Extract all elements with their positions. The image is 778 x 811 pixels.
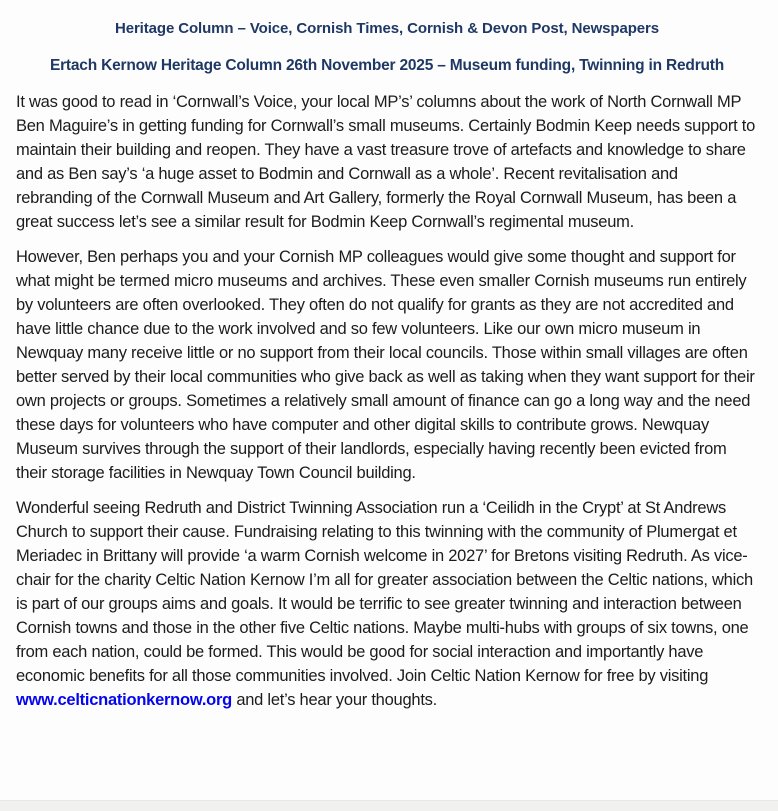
column-title: Heritage Column – Voice, Cornish Times, Cornish & Devon Post, Newspapers: [114, 20, 660, 37]
page-bottom-strip: [0, 800, 778, 811]
column-subtitle: Ertach Kernow Heritage Column 26th November 2025 – Museum funding, Twinning in Redruth: [49, 57, 725, 74]
paragraph-twinning: [16, 496, 758, 712]
paragraph-twinning-closing: and let’s hear your thoughts.: [231, 691, 437, 709]
paragraph-museum-funding: It was good to read in ‘Cornwall’s Voice, your local MP’s’ columns about the work of North Cornwall MP Ben Maguire’s in getting funding for Cornwall’s small museums. Certainly Bodmin Keep needs support to maintain their building and reopen. They have a vast treasure trove of artefacts and knowledge to share and as Ben say’s ‘a huge asset to Bodmin and Cornwall as a whole’. Recent revitalisation and rebranding of the Cornwall Museum and Art Gallery, formerly the Royal Cornwall Museum, has been a great success let’s see a similar result for Bodmin Keep Cornwall’s regimental museum.: [16, 93, 756, 231]
paragraph-twinning-text: Wonderful seeing Redruth and District Twinning Association run a ‘Ceilidh in the Crypt’ at St Andrews Church to support their cause. Fundraising relating to this twinning with the community of Plumergat et Meriadec in Brittany will provide ‘a warm Cornish welcome in 2027’ for Bretons visiting Redruth. As vice-chair for the charity Celtic Nation Kernow I’m all for greater association between the Celtic nations, which is part of our groups aims and goals. It would be terrific to see greater twinning and interaction between Cornish towns and those in the other five Celtic nations. Maybe multi-hubs with groups of six towns, one from each nation, could be formed. This would be good for social interaction and importantly have economic benefits for all those communities involved. Join Celtic Nation Kernow for free by visiting: [16, 499, 753, 685]
celtic-nation-kernow-link[interactable]: www.celticnationkernow.org: [16, 691, 232, 709]
paragraph-micro-museums: However, Ben perhaps you and your Cornish MP colleagues would give some thought and support for what might be termed micro museums and archives. These even smaller Cornish museums run entirely by volunteers are often overlooked. They often do not qualify for grants as they are not accredited and have little chance due to the work involved and so few volunteers. Like our own micro museum in Newquay many receive little or no support from their local councils. Those within small villages are often better served by their local communities who give back as well as taking when they want support for their own projects or groups. Sometimes a relatively small amount of finance can go a long way and the need these days for volunteers who have computer and other digital skills to contribute grows. Newquay Museum survives through the support of their landlords, especially having recently been evicted from their storage facilities in Newquay Town Council building.: [16, 248, 755, 482]
